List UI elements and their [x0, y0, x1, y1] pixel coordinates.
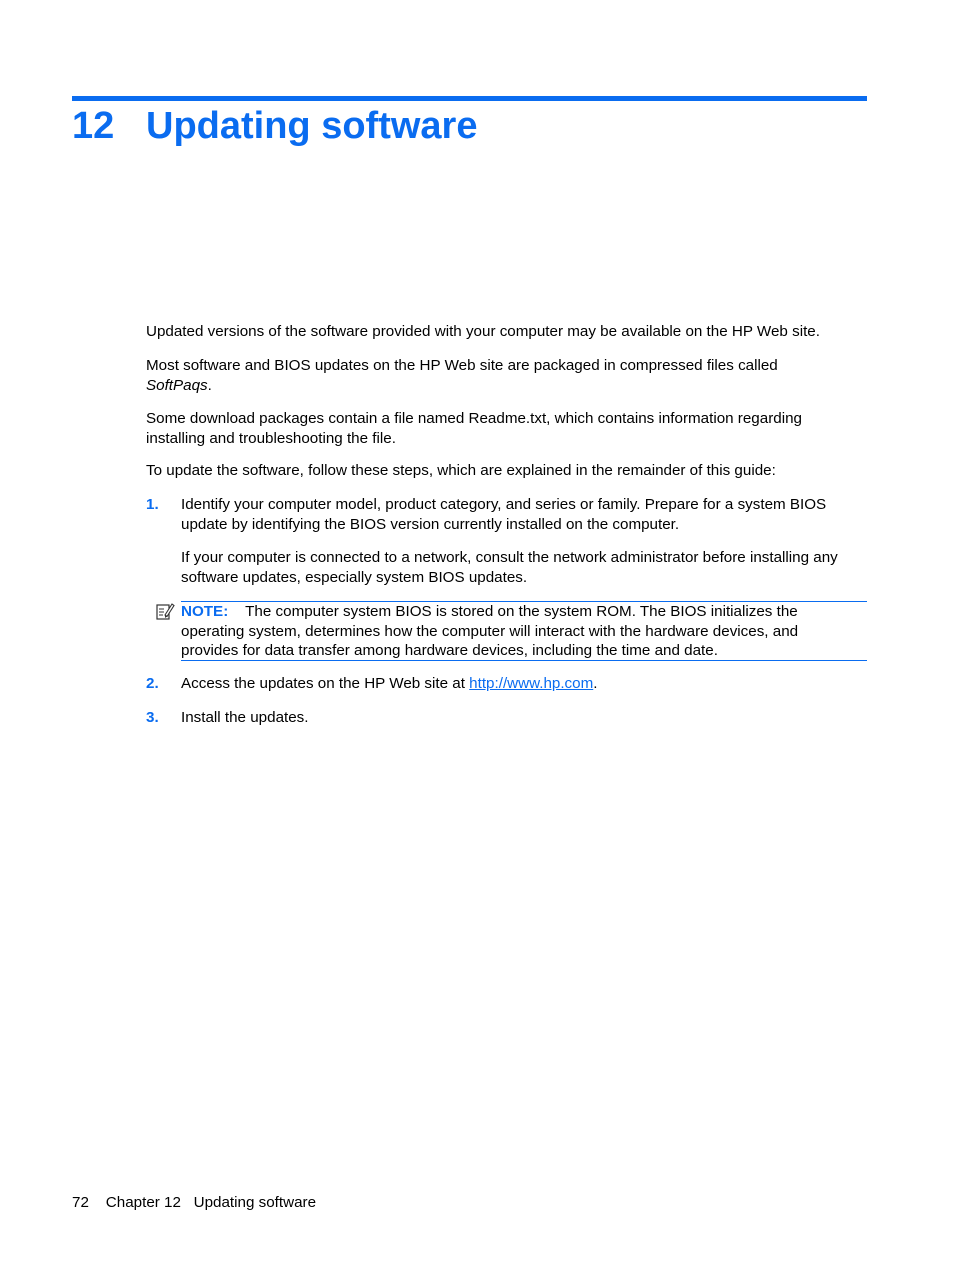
- paragraph-text: [146, 409, 868, 448]
- paragraph-text: Updated versions of the software provided with your computer may be available on the HP Web site.: [146, 323, 820, 340]
- page-title: [72, 101, 477, 151]
- page-footer: [72, 1193, 316, 1213]
- step-text: [181, 674, 868, 694]
- footer-section: Updating software: [193, 1194, 317, 1211]
- step-text: [181, 548, 868, 587]
- step-text: [181, 495, 868, 534]
- note-line: The computer system BIOS is stored on the system ROM. The BIOS initializes the: [245, 603, 798, 620]
- step-line: Identify your computer model, product category, and series or family. Prepare for a system BIOS: [181, 496, 827, 513]
- note-line: operating system, determines how the computer will interact with the hardware devices, and: [181, 622, 799, 640]
- footer-chapter: Chapter 12: [105, 1194, 181, 1211]
- paragraph-line: Most software and BIOS updates on the HP Web site are packaged in compressed files called: [146, 357, 778, 374]
- page-number: 72: [72, 1194, 89, 1211]
- step-line: If your computer is connected to a network, consult the network administrator before installing any: [181, 549, 838, 566]
- step-number: 3.: [146, 709, 159, 726]
- intro-paragraph: [146, 322, 868, 342]
- paragraph-end: .: [207, 376, 212, 394]
- chapter-title: Updating software: [146, 105, 478, 147]
- softpaqs-term: SoftPaqs: [146, 376, 208, 394]
- step-line: Access the updates on the HP Web site at: [181, 675, 470, 692]
- chapter-number: 12: [72, 105, 115, 147]
- softpaqs-paragraph: [146, 356, 868, 395]
- hp-website-link[interactable]: http://www.hp.com: [469, 675, 594, 692]
- step-line: software updates, especially system BIOS updates.: [181, 568, 528, 586]
- steps-intro-paragraph: [146, 461, 868, 481]
- paragraph-text: [146, 356, 868, 395]
- paragraph-line: Some download packages contain a file named Readme.txt, which contains information regarding: [146, 410, 802, 427]
- readme-paragraph: [146, 409, 868, 448]
- step-text: Install the updates.: [181, 709, 309, 726]
- step-line-end: .: [593, 675, 598, 692]
- note-pencil-icon: [155, 601, 175, 621]
- note-label: NOTE:: [181, 603, 229, 620]
- step-line: update by identifying the BIOS version currently installed on the computer.: [181, 515, 680, 533]
- step-number: 2.: [146, 675, 159, 692]
- note-line: provides for data transfer among hardware devices, including the time and date.: [181, 642, 718, 659]
- paragraph-text: To update the software, follow these steps, which are explained in the remainder of this guide:: [146, 462, 776, 479]
- step-number: 1.: [146, 496, 159, 513]
- note-box: [181, 601, 867, 661]
- paragraph-line: installing and troubleshooting the file.: [146, 429, 396, 447]
